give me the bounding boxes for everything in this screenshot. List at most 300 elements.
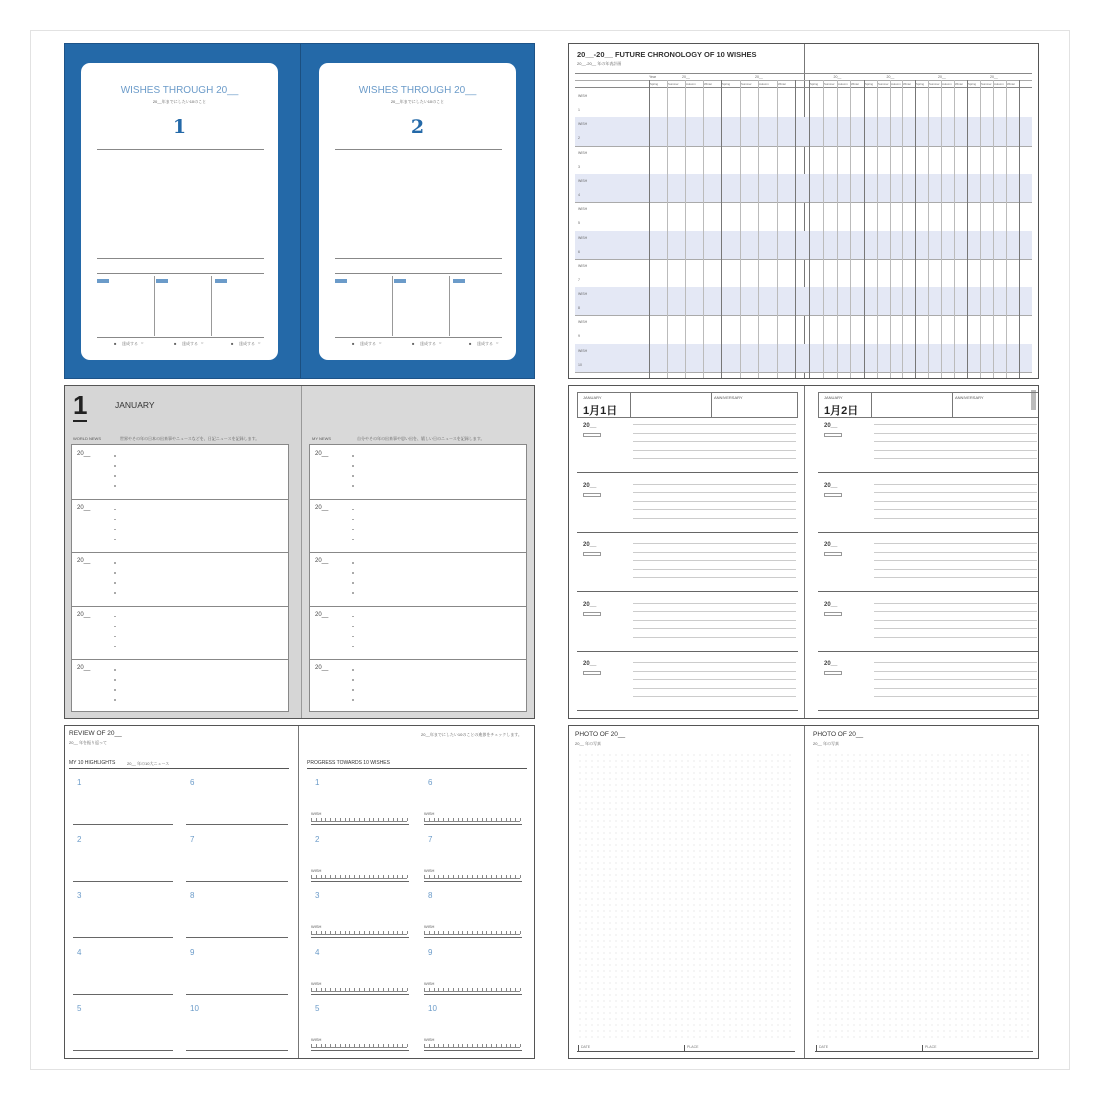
dot-marker: [114, 529, 116, 531]
scale-tick: [438, 875, 439, 878]
scale-tick: [354, 1044, 355, 1047]
writing-line: [633, 679, 796, 680]
wish-card-subtitle: 20__年までにしたい10のこと: [152, 99, 207, 104]
scale-tick: [345, 988, 346, 991]
entry-divider: [577, 710, 798, 711]
writing-line: [874, 688, 1037, 689]
scale-tick: [402, 931, 403, 934]
dot-marker: [352, 529, 354, 531]
check-label: 達成する: [239, 341, 255, 346]
entry-divider: [818, 472, 1039, 473]
scale-tick: [393, 818, 394, 821]
day-date: 1月1日: [583, 405, 618, 417]
day-month-label: JANUARY: [824, 395, 843, 400]
chronology-spread: [568, 43, 1039, 379]
entry-divider: [577, 472, 798, 473]
scale-tick: [448, 818, 449, 821]
scale-tick: [321, 875, 322, 878]
scale-tick: [321, 1044, 322, 1047]
scale-tick: [501, 988, 502, 991]
dot-marker: [114, 646, 116, 648]
wish-number: 3: [315, 891, 320, 900]
caption-rule: [577, 1051, 795, 1052]
date-label: DATE: [819, 1045, 829, 1049]
progress-line: [424, 994, 522, 995]
day-month-label: JANUARY: [583, 395, 602, 400]
scale-tick: [349, 875, 350, 878]
scale-tick: [424, 988, 425, 991]
progress-line: [311, 937, 409, 938]
writing-line: [874, 552, 1037, 553]
wish-tag: WISH: [424, 980, 435, 986]
writing-line: [874, 611, 1037, 612]
scale-tick: [373, 931, 374, 934]
writing-line: [633, 637, 796, 638]
scale-tick: [429, 875, 430, 878]
scale-tick: [340, 931, 341, 934]
scale-tick: [424, 931, 425, 934]
scale-tick: [340, 988, 341, 991]
writing-line: [874, 458, 1037, 459]
scale-tick: [388, 1044, 389, 1047]
scale-tick: [434, 1044, 435, 1047]
season-label: Spring: [968, 82, 977, 86]
step-tag: [156, 279, 168, 283]
scale-tick: [482, 818, 483, 821]
writing-line: [633, 696, 796, 697]
wish-card-number: 2: [410, 116, 425, 138]
spread-fold: [300, 44, 301, 378]
check-mark-icon: ■: [174, 341, 177, 346]
scale-tick: [448, 875, 449, 878]
grid-column: [941, 80, 942, 378]
weather-box: [824, 552, 842, 556]
dot-marker: [352, 582, 354, 584]
wish-tag: WISH: [311, 980, 322, 986]
scale-tick: [477, 818, 478, 821]
scale-tick: [467, 875, 468, 878]
progress-line: [311, 994, 409, 995]
scale-tick: [438, 818, 439, 821]
year-entry: 20__: [824, 601, 838, 608]
year-entry: 20__: [824, 661, 838, 667]
wish-card-title: WISHES THROUGH 20__: [120, 85, 239, 96]
year-column-label: 20__: [833, 75, 842, 79]
wish-number: 7: [428, 834, 433, 844]
progress-line: [311, 881, 409, 882]
divider: [97, 337, 264, 338]
scale-tick: [359, 931, 360, 934]
writing-line: [874, 492, 1037, 493]
wish-tag: WISH: [424, 1037, 435, 1042]
progress-scale: [424, 1042, 520, 1048]
season-label: Winter: [903, 82, 912, 86]
world-news-box: [71, 444, 289, 712]
scale-tick: [515, 818, 516, 821]
wish-number: 10: [428, 1004, 437, 1013]
year-entry: 20__: [583, 661, 597, 667]
scale-tick: [443, 988, 444, 991]
season-label: Autumn: [942, 82, 952, 86]
grid-column: [777, 80, 778, 378]
scale-tick: [402, 818, 403, 821]
caption-rule: [815, 1051, 1033, 1052]
entry-divider: [72, 552, 288, 553]
grid-column: [980, 80, 981, 378]
year-entry: 20__: [824, 423, 838, 429]
scale-tick: [472, 1044, 473, 1047]
weather-box: [824, 612, 842, 616]
scale-tick: [462, 818, 463, 821]
scale-tick: [458, 875, 459, 878]
progress-scale: [311, 873, 407, 879]
wish-row-label: WISH: [578, 348, 588, 353]
dot-marker: [352, 572, 354, 574]
grid-column: [954, 80, 955, 378]
divider: [335, 149, 502, 150]
progress-scale: [311, 816, 407, 822]
scale-tick: [429, 988, 430, 991]
scale-tick: [438, 988, 439, 991]
scale-tick: [378, 818, 379, 821]
writing-line: [633, 560, 796, 561]
year-entry: 20__: [583, 482, 597, 489]
check-circle-icon: ○: [258, 340, 261, 345]
writing-line: [874, 450, 1037, 451]
writing-line: [633, 501, 796, 502]
highlight-line: [73, 824, 173, 825]
wish-row-number: 9: [578, 334, 580, 339]
scale-tick: [316, 988, 317, 991]
scale-tick: [335, 818, 336, 821]
wish-number: 9: [428, 947, 433, 957]
dot-marker: [114, 636, 116, 638]
grid-column: [1006, 80, 1007, 378]
entry-divider: [72, 499, 288, 500]
anniversary-label: ANNIVERSARY: [955, 395, 984, 400]
scale-tick: [330, 931, 331, 934]
caption-tick: [922, 1045, 923, 1051]
step-tag: [97, 279, 109, 283]
scale-tick: [477, 1044, 478, 1047]
scale-tick: [486, 988, 487, 991]
wish-tag: WISH: [311, 1037, 322, 1042]
year-column-label: 20__: [990, 75, 998, 79]
caption-tick: [684, 1045, 685, 1051]
scale-tick: [364, 1044, 365, 1047]
wish-row-label: WISH: [578, 122, 588, 127]
world-news-label: WORLD NEWS: [73, 436, 101, 441]
scale-tick: [506, 818, 507, 821]
season-label: Autumn: [994, 82, 1004, 86]
dot-grid: [577, 752, 795, 1042]
scale-tick: [335, 931, 336, 934]
highlight-line: [186, 1050, 288, 1051]
writing-line: [874, 603, 1037, 604]
year-entry: 20__: [315, 451, 329, 457]
scale-tick: [393, 988, 394, 991]
scale-tick: [364, 875, 365, 878]
dot-marker: [352, 485, 354, 487]
weather-box: [824, 671, 842, 675]
wish-number: 6: [428, 778, 433, 787]
scale-tick: [453, 1044, 454, 1047]
scale-tick: [383, 988, 384, 991]
dot-marker: [352, 455, 354, 457]
writing-line: [633, 543, 796, 544]
scale-tick: [448, 1044, 449, 1047]
season-label: Summer: [668, 82, 679, 86]
grid-column: [1019, 80, 1020, 378]
grid-column: [877, 80, 878, 378]
scale-tick: [496, 931, 497, 934]
highlight-number: 2: [77, 834, 82, 844]
scale-tick: [443, 1044, 444, 1047]
check-label: 達成する: [420, 341, 436, 346]
photo-title: PHOTO OF 20__: [575, 731, 626, 738]
highlight-line: [186, 994, 288, 995]
year-label: Year: [649, 75, 657, 79]
scale-tick: [402, 875, 403, 878]
weather-box: [824, 493, 842, 497]
year-entry: 20__: [824, 482, 838, 489]
scale-tick: [345, 818, 346, 821]
writing-line: [874, 501, 1037, 502]
scale-tick: [397, 818, 398, 821]
scale-tick: [434, 931, 435, 934]
grid-top-rule: [575, 73, 1032, 74]
spread-fold: [298, 726, 299, 1058]
date-label: DATE: [581, 1045, 591, 1049]
year-entry: 20__: [77, 611, 91, 618]
writing-line: [633, 662, 796, 663]
wish-number: 5: [315, 1004, 320, 1013]
scale-tick: [369, 988, 370, 991]
highlights-rule: [69, 768, 289, 769]
review-title: REVIEW OF 20__: [69, 730, 122, 737]
dot-marker: [114, 616, 116, 618]
scale-tick: [501, 1044, 502, 1047]
scale-tick: [491, 875, 492, 878]
wish-row-label: WISH: [578, 150, 588, 155]
highlight-number: 6: [190, 778, 195, 787]
wish-row-label: WISH: [578, 292, 588, 297]
highlights-label: MY 10 HIGHLIGHTS: [69, 760, 116, 766]
dot-marker: [114, 679, 116, 681]
column-divider: [211, 276, 212, 336]
header-divider: [630, 393, 631, 417]
scale-tick: [373, 988, 374, 991]
header-divider: [711, 393, 712, 417]
scale-tick: [496, 875, 497, 878]
scale-tick: [330, 988, 331, 991]
scale-tick: [424, 1044, 425, 1047]
scale-tick: [486, 818, 487, 821]
scale-tick: [369, 875, 370, 878]
month-number: 1: [73, 390, 88, 420]
writing-line: [633, 492, 796, 493]
progress-scale: [424, 929, 520, 935]
dot-marker: [114, 562, 116, 564]
scale-tick: [477, 988, 478, 991]
scale-tick: [330, 1044, 331, 1047]
scale-tick: [443, 818, 444, 821]
scale-tick: [438, 931, 439, 934]
scale-tick: [448, 988, 449, 991]
entry-divider: [310, 499, 526, 500]
check-mark-icon: ■: [114, 341, 117, 346]
divider: [335, 337, 502, 338]
dot-marker: [352, 539, 354, 541]
grid-column: [823, 80, 824, 378]
season-label: Spring: [810, 82, 819, 86]
wish-row-number: 10: [578, 362, 582, 367]
writing-line: [633, 484, 796, 485]
scale-tick: [453, 875, 454, 878]
step-tag: [215, 279, 227, 283]
writing-line: [633, 620, 796, 621]
writing-line: [874, 509, 1037, 510]
season-label: Autumn: [759, 82, 769, 86]
row-rule: [575, 259, 1032, 260]
dot-marker: [352, 689, 354, 691]
wish-row-band: [575, 117, 1032, 145]
my-news-label: MY NEWS: [312, 436, 332, 441]
scale-tick: [364, 818, 365, 821]
weather-box: [583, 612, 601, 616]
scale-tick: [506, 931, 507, 934]
year-column-label: 20__: [682, 75, 690, 79]
row-rule: [575, 202, 1032, 203]
divider: [97, 149, 264, 150]
scale-tick: [520, 988, 521, 991]
scale-tick: [407, 988, 408, 991]
wish-row-label: WISH: [578, 235, 588, 240]
step-tag: [453, 279, 465, 283]
wish-row-number: 4: [578, 192, 580, 197]
season-label: Winter: [777, 82, 786, 86]
scale-tick: [407, 875, 408, 878]
scale-tick: [359, 818, 360, 821]
year-entry: 20__: [77, 504, 91, 511]
season-label: Spring: [916, 82, 925, 86]
scale-tick: [462, 875, 463, 878]
writing-line: [633, 433, 796, 434]
writing-line: [633, 552, 796, 553]
grid-column: [890, 80, 891, 378]
progress-scale: [311, 1042, 407, 1048]
scale-tick: [340, 1044, 341, 1047]
scale-tick: [472, 931, 473, 934]
scale-tick: [467, 988, 468, 991]
dot-marker: [114, 455, 116, 457]
scale-tick: [515, 931, 516, 934]
highlight-line: [186, 824, 288, 825]
scale-tick: [520, 1044, 521, 1047]
season-label: Spring: [865, 82, 874, 86]
year-entry: 20__: [77, 665, 91, 671]
grid-column: [795, 80, 796, 378]
progress-scale: [311, 986, 407, 992]
year-entry: 20__: [315, 611, 329, 618]
progress-line: [424, 937, 522, 938]
year-entry: 20__: [315, 504, 329, 511]
season-label: Winter: [851, 82, 860, 86]
chronology-title: 20__-20__ FUTURE CHRONOLOGY OF 10 WISHES: [577, 50, 757, 59]
year-column-label: 20__: [755, 75, 763, 79]
dot-marker: [352, 592, 354, 594]
grid-column: [758, 80, 759, 378]
highlight-line: [73, 1050, 173, 1051]
scale-tick: [510, 988, 511, 991]
writing-line: [874, 441, 1037, 442]
scale-tick: [325, 818, 326, 821]
grid-column: [928, 80, 929, 378]
scale-tick: [388, 818, 389, 821]
scale-tick: [496, 818, 497, 821]
scale-tick: [477, 875, 478, 878]
season-label: Autumn: [837, 82, 848, 86]
scale-tick: [434, 875, 435, 878]
photo-title: PHOTO OF 20__: [813, 731, 864, 738]
check-circle-icon: ○: [496, 340, 499, 345]
scale-tick: [311, 875, 312, 878]
row-rule: [575, 315, 1032, 316]
scale-tick: [388, 988, 389, 991]
wish-card-number: 1: [172, 116, 187, 138]
scale-tick: [467, 931, 468, 934]
progress-note: 20__年までにしたい10のことの進捗をチェックします。: [421, 732, 522, 737]
scale-tick: [491, 1044, 492, 1047]
scale-tick: [364, 988, 365, 991]
scale-tick: [467, 1044, 468, 1047]
highlight-number: 8: [190, 891, 195, 900]
wish-row-number: 2: [578, 136, 580, 141]
dot-marker: [352, 626, 354, 628]
wish-row-number: 1: [578, 108, 580, 112]
wish-row-label: WISH: [578, 178, 588, 183]
scale-tick: [383, 1044, 384, 1047]
year-entry: 20__: [315, 665, 329, 671]
year-column-label: 20__: [938, 75, 946, 79]
scale-tick: [316, 1044, 317, 1047]
scale-tick: [462, 1044, 463, 1047]
scale-tick: [496, 988, 497, 991]
year-entry: 20__: [315, 558, 329, 564]
spread-fold: [804, 44, 805, 378]
wish-row-band: [575, 231, 1032, 259]
wish-tag: WISH: [311, 924, 322, 929]
day-date: 1月2日: [824, 405, 859, 417]
divider: [97, 258, 264, 259]
writing-line: [874, 628, 1037, 629]
scale-tick: [462, 931, 463, 934]
scale-tick: [407, 931, 408, 934]
photo-subtitle: 20__ 年の写真: [575, 741, 602, 746]
wishes-spread: [64, 43, 535, 379]
scale-tick: [354, 875, 355, 878]
my-news-note: 自分やその年の出来事や思い出を、嬉しい日のニュースを記録します。: [357, 436, 485, 441]
scale-tick: [349, 988, 350, 991]
caption-tick: [816, 1045, 817, 1051]
grid-column: [667, 80, 668, 378]
check-mark-icon: ■: [352, 341, 355, 346]
scale-tick: [506, 1044, 507, 1047]
scale-tick: [482, 931, 483, 934]
scale-tick: [373, 875, 374, 878]
divider: [97, 273, 264, 274]
writing-line: [633, 671, 796, 672]
